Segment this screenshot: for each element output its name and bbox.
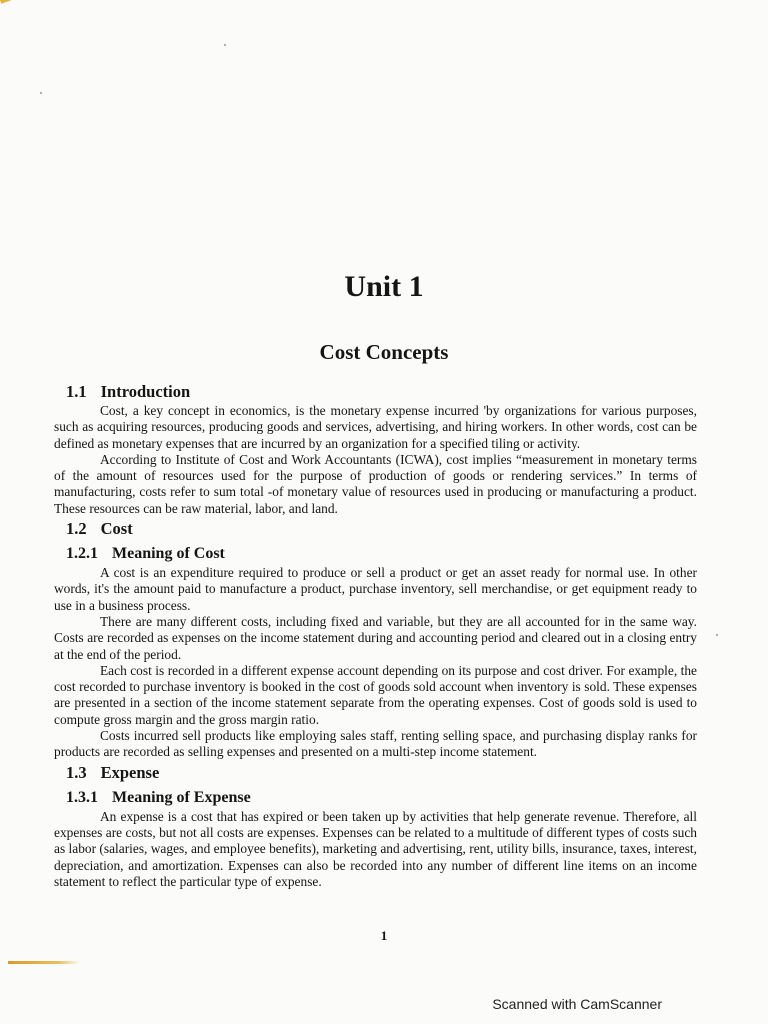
section-number: 1.1 (66, 382, 87, 401)
section-title: Expense (100, 762, 160, 782)
scanner-watermark: Scanned with CamScanner (492, 996, 662, 1012)
section-title: Cost (100, 519, 133, 539)
section-number: 1.3 (66, 762, 87, 782)
paragraph: An expense is a cost that has expired or been taken up by activities that help generate revenue. Therefore, all expenses are costs, but not all costs are expenses. Expenses can be related to a multitude of different types of costs such as labor (salaries, wages, and employee benefits), marketing and advertising, rent, utility bills, insurance, taxes, interest, depreciation, and amortization. Expenses can also be recorded into any number of different line items on an income statement to reflect the particular type of expense. (54, 808, 697, 889)
section-number: 1.2.1 (66, 545, 98, 563)
scan-edge-mark (8, 961, 80, 964)
paragraph: A cost is an expenditure required to produce or sell a product or get an asset ready for normal use. In other words, it's the amount paid to manufacture a product, purchase inventory, sell merchandise, or get equipment ready to use in a business process. (54, 565, 697, 613)
section-title: Meaning of Cost (112, 545, 225, 563)
scan-speck (224, 44, 226, 46)
section-heading-introduction (66, 382, 697, 402)
paragraph: Costs incurred sell products like employing sales staff, renting selling space, and purchasing display ranks for products are recorded as selling expenses and presented on a multi-step income statement. (54, 728, 697, 760)
section-number: 1.3.1 (66, 788, 98, 806)
scan-edge-mark (0, 0, 16, 4)
chapter-title: Cost Concepts (319, 340, 449, 364)
paragraph: Cost, a key concept in economics, is the monetary expense incurred 'by organizations for various purposes, such as acquiring resources, producing goods and services, advertising, and hiring workers. In other words, cost can be defined as monetary expenses that are incurred by an organization for a specified tiling or activity. (54, 403, 697, 451)
section-heading-expense (66, 763, 697, 783)
page-number: 1 (380, 928, 388, 943)
subsection-heading-meaning-of-cost (66, 544, 697, 564)
subsection-heading-meaning-of-expense (66, 788, 697, 808)
paragraph: Each cost is recorded in a different expense account depending on its purpose and cost driver. For example, the cost recorded to purchase inventory is booked in the cost of goods sold account when inventory is sold. These expenses are presented in a section of the income statement separate from the operating expenses. Cost of goods sold is used to compute gross margin and the gross margin ratio. (54, 662, 697, 727)
document-body (54, 380, 697, 890)
section-heading-cost (66, 519, 697, 539)
section-number: 1.2 (66, 519, 87, 539)
scan-speck (716, 634, 718, 636)
unit-title: Unit 1 (344, 270, 424, 303)
section-title: Meaning of Expense (112, 788, 251, 806)
paragraph: There are many different costs, including fixed and variable, but they are all accounted for in the same way. Costs are recorded as expenses on the income statement during and accounting period and cleared out in a closing entry at the end of the period. (54, 613, 697, 662)
section-title: Introduction (100, 382, 191, 401)
paragraph: According to Institute of Cost and Work Accountants (ICWA), cost implies “measurement in monetary terms of the amount of resources used for the purpose of production of goods or rendering services.” In terms of manufacturing, costs refer to sum total -of monetary value of resources used in producing or manufacturing a product. These resources can be raw material, labor, and land. (54, 451, 697, 516)
scan-speck (40, 92, 42, 94)
